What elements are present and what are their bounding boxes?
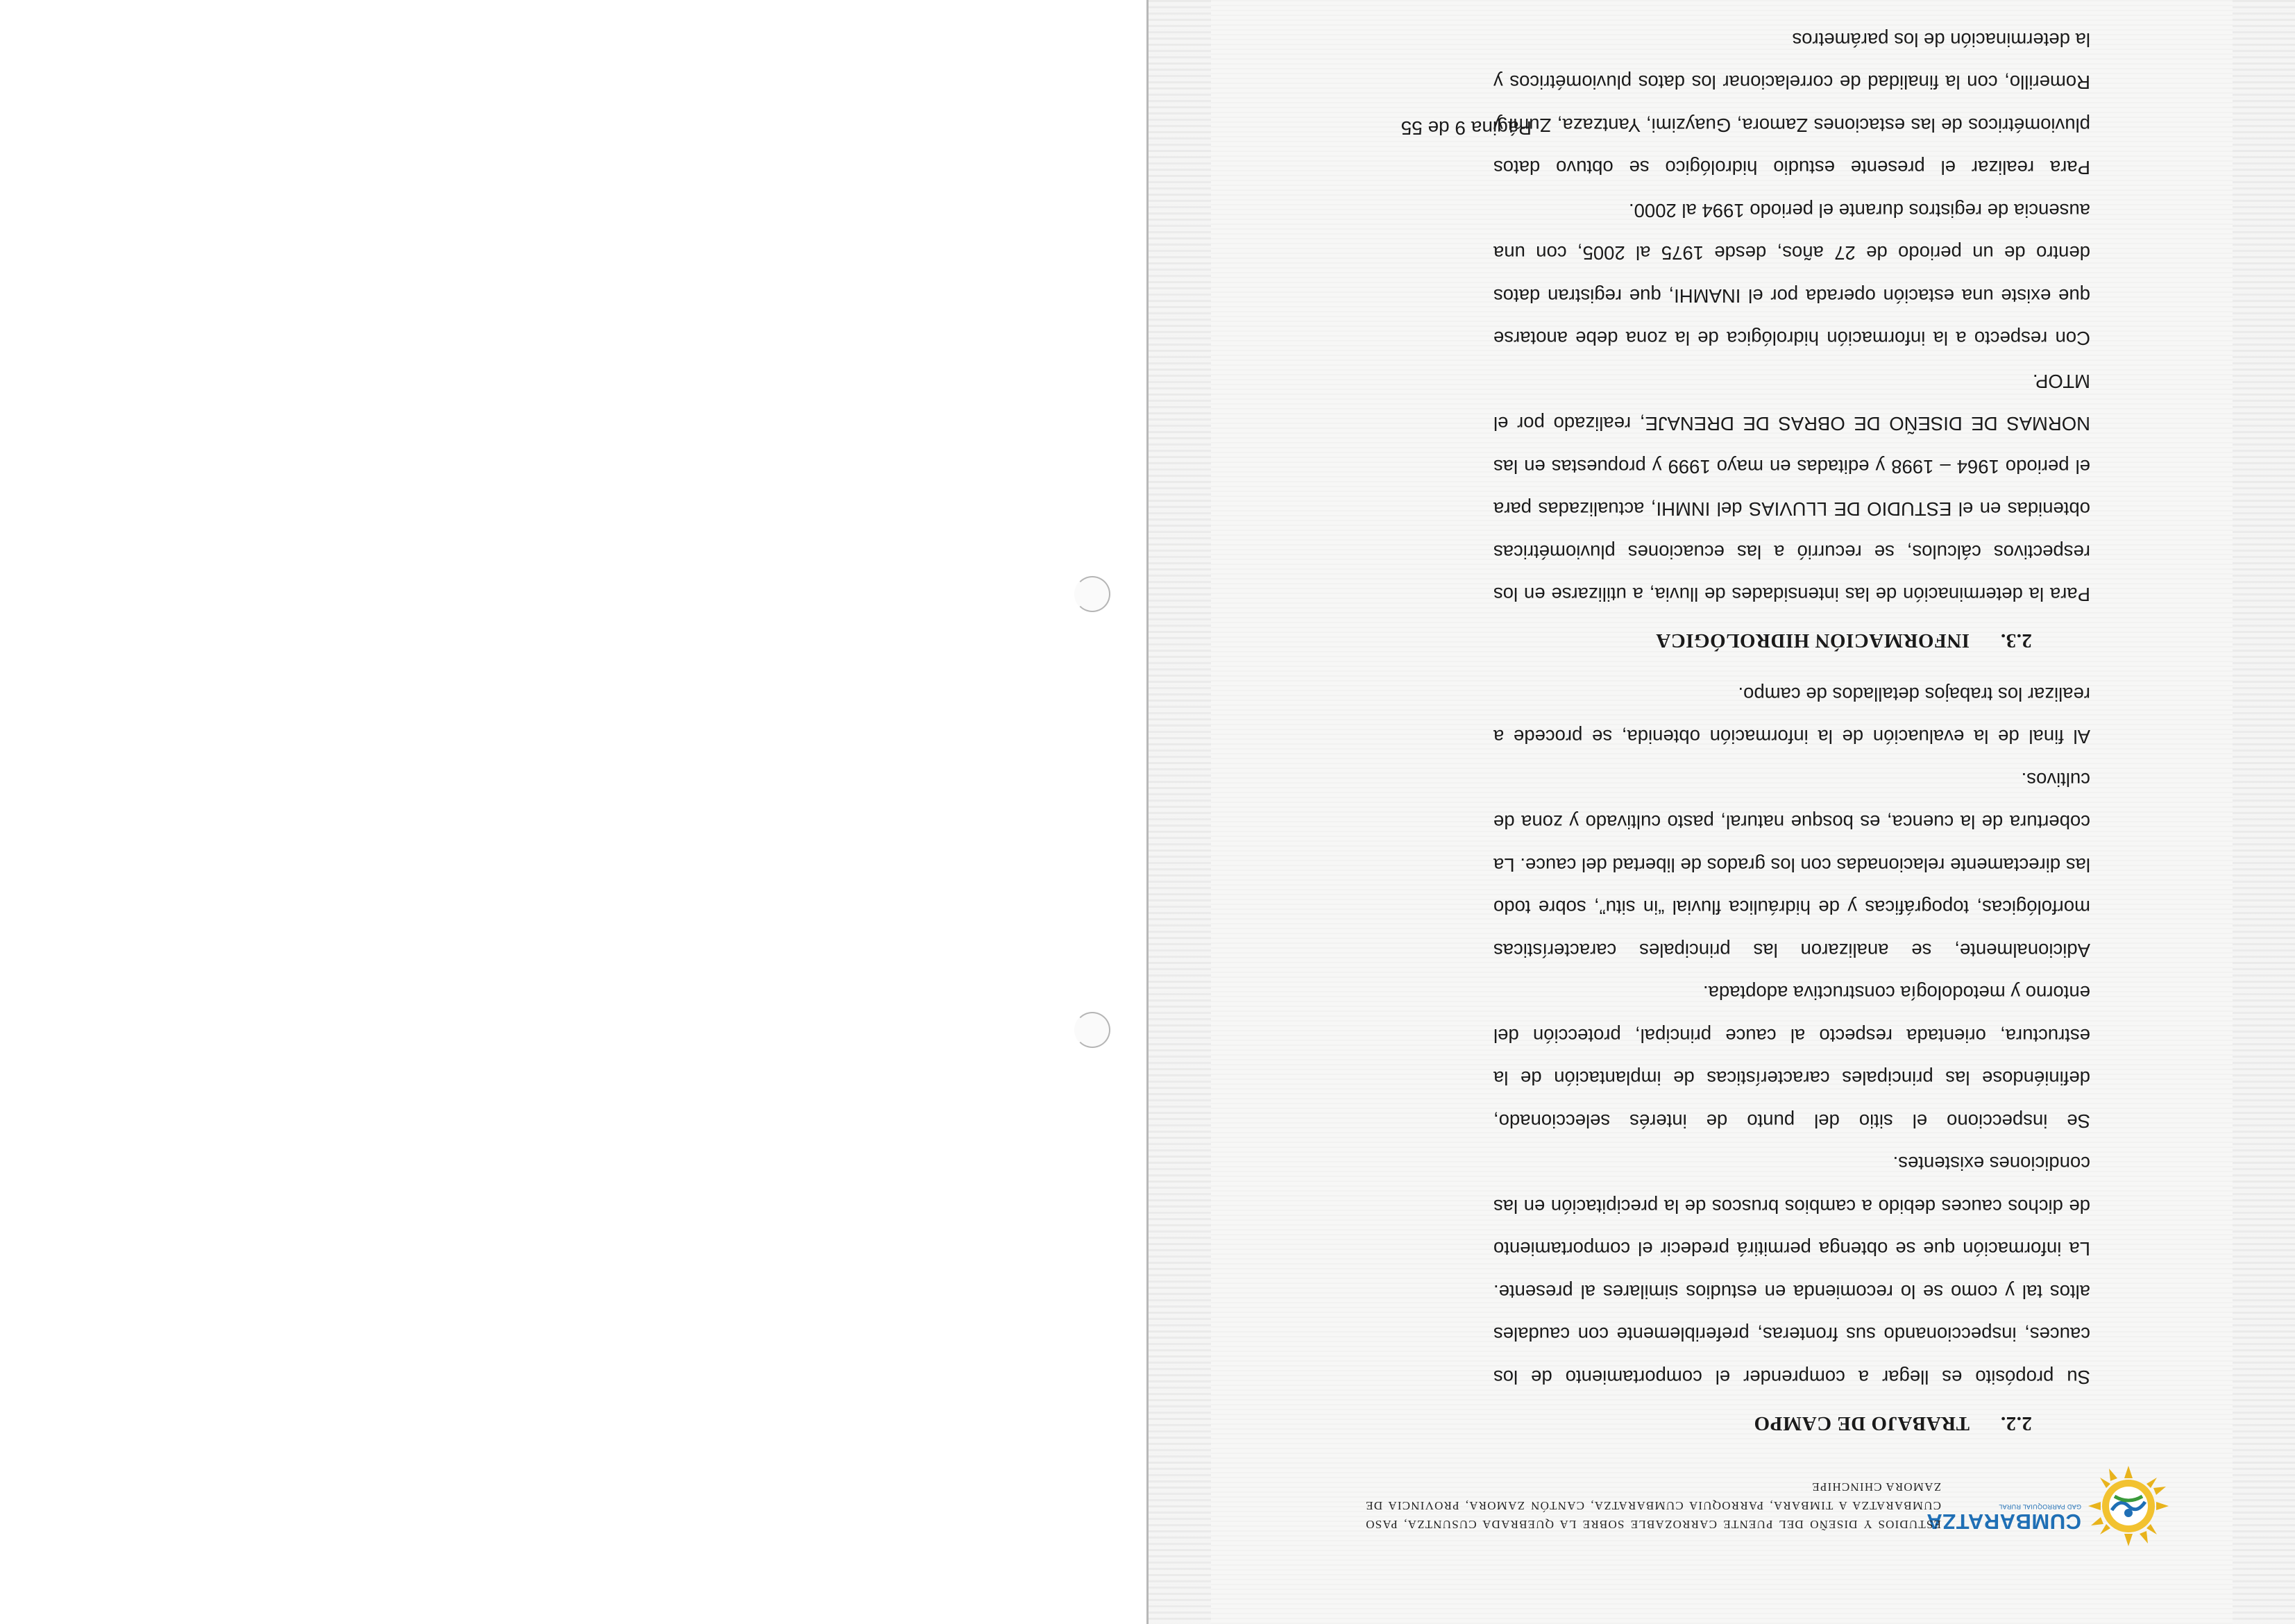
paragraph: Para realizar el presente estudio hidrológico se obtuvo datos pluviométricos de las estaciones Zamora, Guayzimi, Yantzaza, Zumi y Romerillo, con la finalidad de correlacionar los datos pluviométricos y la determinación de los parámetros	[1493, 29, 2090, 179]
sun-emblem-icon	[2087, 1464, 2170, 1548]
paragraph: Adicionalmente, se analizaron las principales características morfológicas, topográficas y de hidráulica fluvial “in situ”, sobre todo las directamente relacionadas con los grados de libertad del cauce. La cobertura de la cuenca, es bosque natural, pasto cultivado y zona de cultivos.	[1493, 769, 2090, 961]
rotated-page	[1146, 0, 2295, 1624]
page-number: Página 9 de 55	[1400, 117, 1532, 139]
section-informacion-hidrologica	[1493, 19, 2090, 658]
logo-text	[1926, 1503, 2081, 1534]
section-title: INFORMACIÓN HIDROLÓGICA	[1655, 629, 1970, 652]
page-content	[1493, 19, 2090, 1441]
logo-subtitle: GAD PARROQUIAL RURAL	[1998, 1503, 2081, 1510]
document-title: ESTUDIOS Y DISEÑO DEL PUENTE CARROZABLE SOBRE LA QUEBRADA CUSUNTZA, PASO CUMBARATZA A TIMBARA, PARROQUIA CUMBARATZA, CANTÓN ZAMORA, PROVINCIA DE ZAMORA CHINCHIPE	[1365, 1480, 1941, 1531]
section-heading	[1493, 625, 2032, 658]
punch-hole	[1074, 576, 1110, 612]
section-number: 2.3.	[2000, 629, 2032, 652]
cumbaratza-logo	[2087, 1464, 2170, 1548]
paragraph: Al final de la evaluación de la información obtenida, se procede a realizar los trabajos detallados de campo.	[1493, 684, 2090, 748]
punch-hole	[1074, 1012, 1110, 1048]
paragraph: Para la determinación de las intensidades de lluvia, a utilizarse en los respectivos cálculos, se recurrió a las ecuaciones pluviométricas obtenidas en el ESTUDIO DE LLUVIAS del INMHI, actualizadas para el periodo 1964 – 1998 y editadas en mayo 1999 y propuestas en las NORMAS DE DISEÑO DE OBRAS DE DRENAJE, realizado por el MTOP.	[1493, 371, 2090, 606]
section-heading	[1493, 1407, 2032, 1440]
section-number: 2.2.	[2000, 1412, 2032, 1435]
section-trabajo-de-campo	[1493, 673, 2090, 1441]
logo-wordmark: CUMBARATZA	[1926, 1509, 2081, 1534]
paragraph: Con respecto a la información hidrológica de la zona debe anotarse que existe una estación operada por el INAMHI, que registran datos dentro de un periodo de 27 años, desde 1975 al 2005, con una ausencia de registros durante el periodo 1994 al 2000.	[1493, 200, 2090, 350]
section-title: TRABAJO DE CAMPO	[1754, 1412, 1970, 1435]
page-header	[1365, 1450, 2170, 1548]
paragraph: Se inspecciono el sitio del punto de interés seleccionado, definiéndose las principales características de implantación de la estructura, orientada respecto al cauce principal, protección del entorno y metodología constructiva adoptada.	[1493, 982, 2090, 1132]
paragraph: Su propósito es llegar a comprender el comportamiento de los cauces, inspeccionando sus fronteras, preferiblemente con caudales altos tal y como se lo recomienda en estudios similares al presente. La información que se obtenga permitirá predecir el comportamiento de dichos cauces debido a cambios bruscos de la precipitación en las condiciones existentes.	[1493, 1153, 2090, 1388]
